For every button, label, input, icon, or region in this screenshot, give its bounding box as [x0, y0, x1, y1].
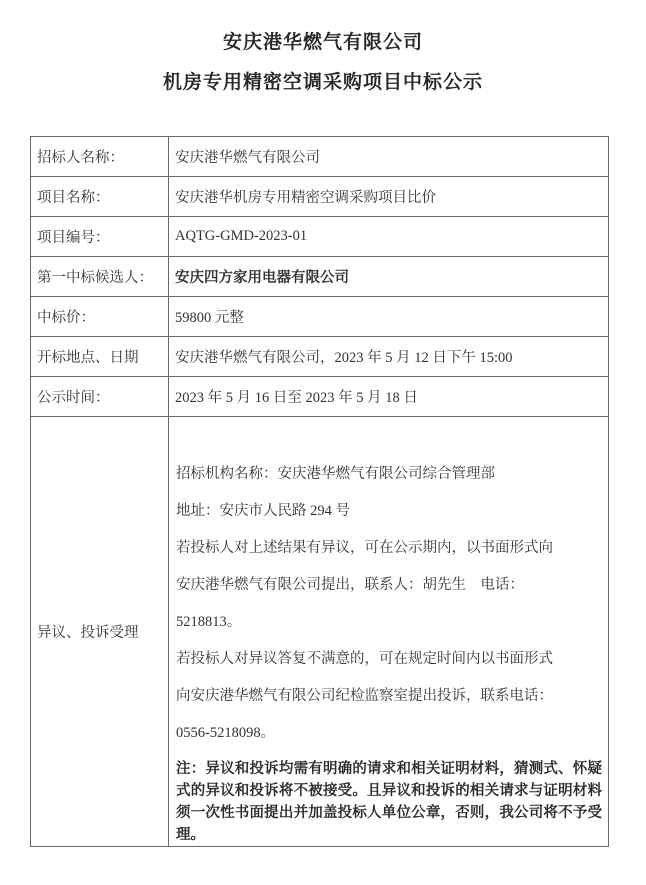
table-row-project-number — [31, 217, 609, 257]
row-value: 2023 年 5 月 16 日至 2023 年 5 月 18 日 — [169, 377, 609, 417]
row-label: 中标价： — [31, 297, 169, 337]
appeal-line: 0556-5218098。 — [176, 724, 276, 741]
appeal-line: 安庆港华燃气有限公司提出，联系人：胡先生 电话： — [176, 576, 524, 593]
appeal-line: 5218813。 — [176, 613, 242, 630]
appeal-note: 注：异议和投诉均需有明确的请求和相关证明材料，猜测式、怀疑式的异议和投诉将不被接受。且异议和投诉的相关请求与证明材料须一次性书面提出并加盖投标人单位公章，否则，我公司将不予受理。 — [176, 760, 602, 843]
row-label: 项目编号： — [31, 217, 169, 257]
bid-announcement-table — [30, 136, 609, 847]
row-label: 招标人名称： — [31, 137, 169, 177]
appeal-line: 地址：安庆市人民路 294 号 — [176, 502, 350, 519]
appeal-line: 若投标人对异议答复不满意的，可在规定时间内以书面形式 — [176, 650, 553, 667]
row-value: 安庆港华燃气有限公司，2023 年 5 月 12 日下午 15:00 — [169, 337, 609, 377]
row-value: 安庆港华机房专用精密空调采购项目比价 — [169, 177, 609, 217]
table-row-bidder-name — [31, 137, 609, 177]
appeal-line: 向安庆港华燃气有限公司纪检监察室提出投诉，联系电话： — [176, 687, 553, 704]
row-label: 异议、投诉受理 — [31, 417, 169, 847]
row-label: 开标地点、日期 — [31, 337, 169, 377]
row-value: 安庆四方家用电器有限公司 — [169, 257, 609, 297]
appeal-line: 招标机构名称：安庆港华燃气有限公司综合管理部 — [176, 465, 495, 482]
table-row-first-candidate — [31, 257, 609, 297]
row-label: 第一中标候选人： — [31, 257, 169, 297]
table-row-publicity-period — [31, 377, 609, 417]
row-value: 安庆港华燃气有限公司 — [169, 137, 609, 177]
row-value: 59800 元整 — [169, 297, 609, 337]
table-row-opening-place-date — [31, 337, 609, 377]
row-label: 项目名称： — [31, 177, 169, 217]
appeal-content-cell — [169, 417, 609, 847]
doc-title-company: 安庆港华燃气有限公司 — [222, 32, 423, 53]
appeal-line: 若投标人对上述结果有异议，可在公示期内，以书面形式向 — [176, 539, 553, 556]
table-row-project-name — [31, 177, 609, 217]
table-row-bid-price — [31, 297, 609, 337]
row-label: 公示时间： — [31, 377, 169, 417]
doc-title-project: 机房专用精密空调采购项目中标公示 — [162, 72, 483, 93]
row-value: AQTG-GMD-2023-01 — [169, 217, 609, 257]
table-row-appeal — [31, 417, 609, 847]
